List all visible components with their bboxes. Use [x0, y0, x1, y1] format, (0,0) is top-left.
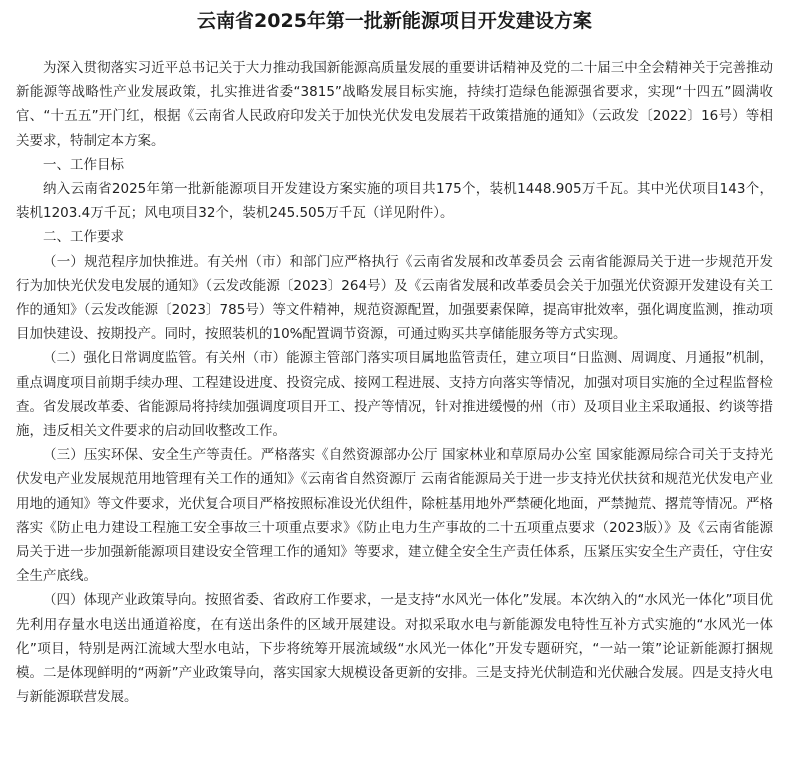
- intro-paragraph: 为深入贯彻落实习近平总书记关于大力推动我国新能源高质量发展的重要讲话精神及党的二十届三中全会精神关于完善推动新能源等战略性产业发展政策，扎实推进省委“3815”战略发展目标实施，持续打造绿色能源强省要求，实现“十四五”圆满收官、“十五五”开门红，根据《云南省人民政府印发关于加快光伏发电发展若干政策措施的通知》（云政发〔2022〕16号）等相关要求，特制定本方案。: [16, 60, 773, 149]
- requirement-2-paragraph: （二）强化日常调度监管。有关州（市）能源主管部门落实项目属地监管责任，建立项目“日监测、周调度、月通报”机制，重点调度项目前期手续办理、工程建设进度、投资完成、接网工程进展、支持方向落实等情况，加强对项目实施的全过程监督检查。省发展改革委、省能源局将持续加强调度项目开工、投产等情况，针对推进缓慢的州（市）及项目业主采取通报、约谈等措施，违反相关文件要求的启动回收整改工作。: [16, 350, 773, 440]
- section-1-heading: 一、工作目标: [43, 156, 124, 173]
- section-2-heading: 二、工作要求: [43, 229, 124, 246]
- requirement-4-paragraph: （四）体现产业政策导向。按照省委、省政府工作要求，一是支持“水风光一体化”发展。本次纳入的“水风光一体化”项目优先利用存量水电送出通道裕度，在有送出条件的区域开展建设。对拟采取水电与新能源发电特性互补方式实施的“水风光一体化”项目，特别是两江流域大型水电站，下步将统筹开展流域级“水风光一体化”开发专题研究，“一站一策”论证新能源打捆规模。二是体现鲜明的“两新”产业政策导向，落实国家大规模设备更新的安排。三是支持光伏制造和光伏融合发展。四是支持火电与新能源联营发展。: [16, 592, 773, 706]
- section-1-body: 纳入云南省2025年第一批新能源项目开发建设方案实施的项目共175个，装机1448.905万千瓦。其中光伏项目143个，装机1203.4万千瓦；风电项目32个，装机245.505万千瓦（详见附件）。: [16, 181, 773, 222]
- requirement-3-paragraph: （三）压实环保、安全生产等责任。严格落实《自然资源部办公厅 国家林业和草原局办公室 国家能源局综合司关于支持光伏发电产业发展规范用地管理有关工作的通知》《云南省自然资源厅 云南省能源局关于进一步支持光伏扶贫和规范光伏发电产业用地的通知》等文件要求，光伏复合项目严格按照标准设光伏组件，除桩基用地外严禁硬化地面，严禁抛荒、撂荒等情况。严格落实《防止电力建设工程施工安全事故三十项重点要求》《防止电力生产事故的二十五项重点要求（2023版）》及《云南省能源局关于进一步加强新能源项目建设安全管理工作的通知》等要求，建立健全安全生产责任体系，压紧压实安全生产责任，守住安全生产底线。: [16, 447, 773, 585]
- requirement-1-paragraph: （一）规范程序加快推进。有关州（市）和部门应严格执行《云南省发展和改革委员会 云南省能源局关于进一步规范开发行为加快光伏发电发展的通知》（云发改能源〔2023〕264号）及《云南省发展和改革委员会关于加强光伏资源开发建设有关工作的通知》（云发改能源〔2023〕785号）等文件精神，规范资源配置，加强要素保障，提高审批效率，强化调度监测，推动项目加快建设、按期投产。同时，按照装机的10%配置调节资源，可通过购买共享储能服务等方式实现。: [16, 253, 773, 343]
- document-title: 云南省2025年第一批新能源项目开发建设方案: [197, 10, 592, 32]
